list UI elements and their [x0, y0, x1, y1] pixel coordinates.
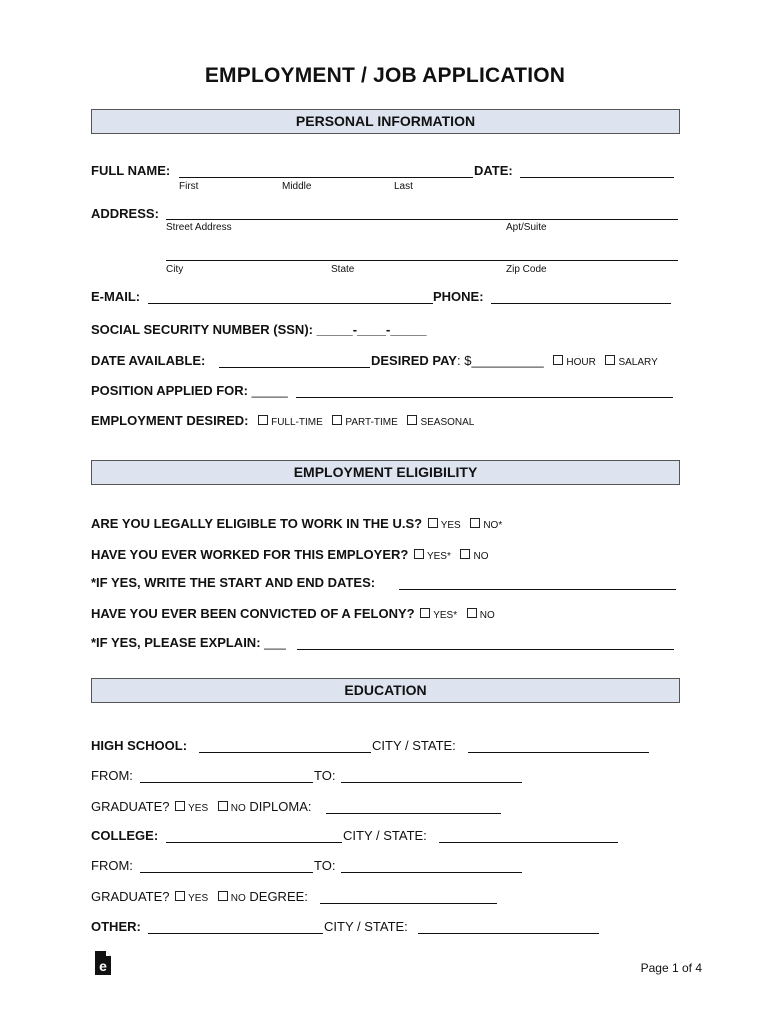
- full-name-label: FULL NAME:: [91, 163, 171, 178]
- eligibility-q4-row: [91, 606, 495, 621]
- q4-no-label: NO: [479, 610, 495, 621]
- college-from-label: FROM:: [91, 858, 133, 873]
- seasonal-option-label: SEASONAL: [420, 417, 475, 428]
- date-label: DATE:: [474, 163, 513, 178]
- hs-city-state-label: CITY / STATE:: [372, 738, 456, 753]
- hs-to-label: TO:: [314, 768, 336, 783]
- q1-no-checkbox[interactable]: [470, 518, 480, 528]
- other-city-state-label: CITY / STATE:: [324, 919, 408, 934]
- other-label: OTHER:: [91, 919, 141, 934]
- employment-desired-label: EMPLOYMENT DESIRED:: [91, 413, 249, 428]
- college-from-field[interactable]: [140, 872, 313, 873]
- full-time-checkbox[interactable]: [258, 415, 268, 425]
- college-city-state-field[interactable]: [439, 842, 618, 843]
- explain-blank: ___: [264, 635, 286, 650]
- hs-graduate-yes-label: YES: [188, 803, 209, 814]
- college-label: COLLEGE:: [91, 828, 159, 843]
- legally-eligible-question: ARE YOU LEGALLY ELIGIBLE TO WORK IN THE U.S?: [91, 516, 423, 531]
- college-field[interactable]: [166, 842, 342, 843]
- ssn-label: SOCIAL SECURITY NUMBER (SSN): _____-____-_____: [91, 322, 427, 337]
- hs-graduate-yes-checkbox[interactable]: [175, 801, 185, 811]
- esign-document-icon: [94, 950, 112, 976]
- section-header-personal: PERSONAL INFORMATION: [91, 109, 680, 134]
- full-name-field[interactable]: [179, 177, 473, 178]
- ssn-field[interactable]: _____-____-_____: [316, 322, 427, 337]
- svg-text:e: e: [99, 958, 107, 974]
- middle-caption: Middle: [282, 181, 312, 192]
- q4-no-checkbox[interactable]: [467, 608, 477, 618]
- explain-field[interactable]: [297, 649, 674, 650]
- state-caption: State: [331, 264, 355, 275]
- eligibility-q2-row: [91, 547, 488, 562]
- street-caption: Street Address: [166, 222, 232, 233]
- worked-for-employer-question: HAVE YOU EVER WORKED FOR THIS EMPLOYER?: [91, 547, 409, 562]
- seasonal-checkbox[interactable]: [407, 415, 417, 425]
- page-title: EMPLOYMENT / JOB APPLICATION: [204, 64, 566, 87]
- date-available-label: DATE AVAILABLE:: [91, 353, 206, 368]
- page-number: Page 1 of 4: [640, 961, 702, 975]
- eligibility-q1-row: [91, 516, 502, 531]
- start-end-dates-field[interactable]: [399, 589, 676, 590]
- high-school-label: HIGH SCHOOL:: [91, 738, 188, 753]
- desired-pay-label: DESIRED PAY: [371, 353, 457, 368]
- diploma-field[interactable]: [326, 813, 501, 814]
- hs-from-label: FROM:: [91, 768, 133, 783]
- hs-from-field[interactable]: [140, 782, 313, 783]
- part-time-option-label: PART-TIME: [345, 417, 398, 428]
- q4-yes-checkbox[interactable]: [420, 608, 430, 618]
- q2-yes-checkbox[interactable]: [414, 549, 424, 559]
- address-label: ADDRESS:: [91, 206, 159, 221]
- part-time-checkbox[interactable]: [332, 415, 342, 425]
- q4-yes-label: YES*: [433, 610, 458, 621]
- college-graduate-yes-label: YES: [188, 893, 209, 904]
- hour-checkbox[interactable]: [553, 355, 563, 365]
- start-end-dates-label: *IF YES, WRITE THE START AND END DATES:: [91, 575, 376, 590]
- high-school-field[interactable]: [199, 752, 371, 753]
- college-graduate-label: GRADUATE?: [91, 889, 170, 904]
- degree-label: DEGREE:: [249, 889, 308, 904]
- desired-pay-field[interactable]: : $__________: [456, 353, 544, 368]
- email-field[interactable]: [148, 303, 433, 304]
- college-graduate-yes-checkbox[interactable]: [175, 891, 185, 901]
- first-caption: First: [179, 181, 199, 192]
- date-field[interactable]: [520, 177, 674, 178]
- full-time-option-label: FULL-TIME: [271, 417, 323, 428]
- degree-field[interactable]: [320, 903, 497, 904]
- q2-no-checkbox[interactable]: [460, 549, 470, 559]
- other-city-state-field[interactable]: [418, 933, 599, 934]
- q1-no-label: NO*: [483, 520, 503, 531]
- college-city-state-label: CITY / STATE:: [343, 828, 427, 843]
- apt-caption: Apt/Suite: [506, 222, 547, 233]
- college-to-field[interactable]: [341, 872, 522, 873]
- city-state-zip-field[interactable]: [166, 260, 678, 261]
- q1-yes-label: YES: [440, 520, 461, 531]
- position-blank: _____: [251, 383, 288, 398]
- position-label: POSITION APPLIED FOR: _____: [91, 383, 288, 398]
- college-graduate-row: [91, 889, 308, 904]
- college-to-label: TO:: [314, 858, 336, 873]
- date-available-field[interactable]: [219, 367, 370, 368]
- zip-caption: Zip Code: [506, 264, 547, 275]
- salary-option-label: SALARY: [618, 357, 658, 368]
- city-caption: City: [166, 264, 184, 275]
- hs-to-field[interactable]: [341, 782, 522, 783]
- salary-checkbox[interactable]: [605, 355, 615, 365]
- college-graduate-no-label: NO: [230, 893, 246, 904]
- explain-label: *IF YES, PLEASE EXPLAIN: ___: [91, 635, 286, 650]
- diploma-label: DIPLOMA:: [249, 799, 312, 814]
- email-label: E-MAIL:: [91, 289, 141, 304]
- college-graduate-no-checkbox[interactable]: [218, 891, 228, 901]
- position-field[interactable]: [296, 397, 673, 398]
- other-field[interactable]: [148, 933, 323, 934]
- q1-yes-checkbox[interactable]: [428, 518, 438, 528]
- hs-graduate-row: [91, 799, 312, 814]
- desired-pay-row: [371, 353, 658, 368]
- section-header-eligibility: EMPLOYMENT ELIGIBILITY: [91, 460, 680, 485]
- last-caption: Last: [394, 181, 413, 192]
- street-address-field[interactable]: [166, 219, 678, 220]
- q2-no-label: NO: [473, 551, 489, 562]
- employment-desired-row: [91, 413, 474, 428]
- phone-field[interactable]: [491, 303, 671, 304]
- hs-graduate-no-checkbox[interactable]: [218, 801, 228, 811]
- q2-yes-label: YES*: [426, 551, 451, 562]
- phone-label: PHONE:: [433, 289, 484, 304]
- hs-graduate-label: GRADUATE?: [91, 799, 170, 814]
- hs-city-state-field[interactable]: [468, 752, 649, 753]
- hour-option-label: HOUR: [566, 357, 596, 368]
- hs-graduate-no-label: NO: [230, 803, 246, 814]
- section-header-education: EDUCATION: [91, 678, 680, 703]
- felony-question: HAVE YOU EVER BEEN CONVICTED OF A FELONY?: [91, 606, 415, 621]
